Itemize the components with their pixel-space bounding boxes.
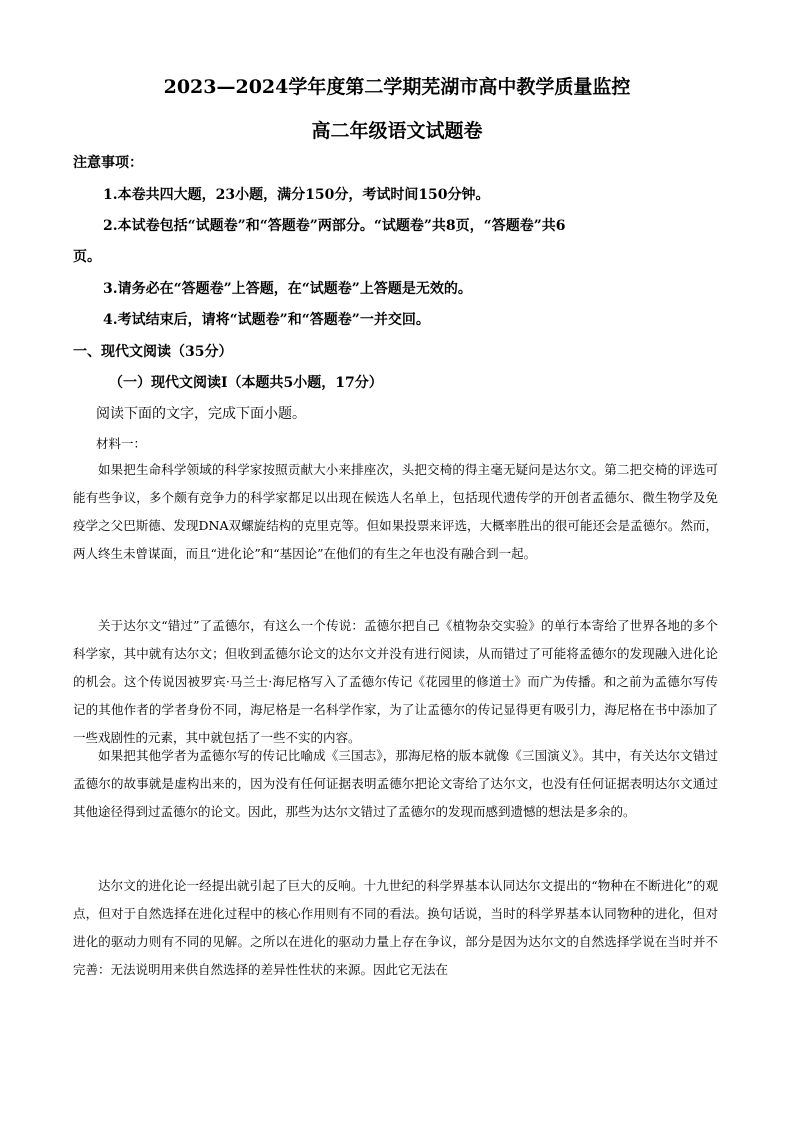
passage-paragraph: 如果把其他学者为孟德尔写的传记比喻成《三国志》，那海尼格的版本就像《三国演义》。其中，有关达尔文错过孟德尔的故事就是虚构出来的，因为没有任何证据表明孟德尔把论文寄给了达尔文，也没有任何证据表明达尔文通过其他途径得到过孟德尔的论文。因此，那些为达尔文错过了孟德尔的发现而感到遗憾的想法是多余的。 — [73, 748, 718, 819]
passage-paragraph: 关于达尔文“错过”了孟德尔，有这么一个传说：孟德尔把自己《植物杂交实验》的单行本寄给了世界各地的多个科学家，其中就有达尔文；但收到孟德尔论文的达尔文并没有进行阅读，从而错过了可能将孟德尔的发现融入进化论的机会。这个传说因被罗宾·马兰士·海尼格写入了孟德尔传记《花园里的修道士》而广为传播。和之前为孟德尔写传记的其他作者的学者身份不同，海尼格是一名科学作家，为了让孟德尔的传记显得更有吸引力，海尼格在书中添加了一些戏剧性的元素，其中就包括了一些不实的内容。 — [73, 618, 718, 745]
notice-item-1: 1.本卷共四大题，23小题，满分150分，考试时间150分钟。 — [103, 187, 490, 203]
material-label: 材料一： — [96, 436, 147, 451]
notice-item-3: 3.请务必在“答题卷”上答题，在“试题卷”上答题是无效的。 — [103, 281, 472, 297]
exam-title: 2023—2024学年度第二学期芜湖市高中教学质量监控 — [163, 76, 631, 98]
section-title: 一、现代文阅读（35分） — [73, 344, 233, 360]
subsection-title: （一）现代文阅读Ⅰ（本题共5小题，17分） — [109, 375, 383, 391]
notice-item-2-continued: 页。 — [73, 249, 101, 265]
passage-paragraph: 如果把生命科学领域的科学家按照贡献大小来排座次，头把交椅的得主毫无疑问是达尔文。第二把交椅的评选可能有些争议，多个颇有竞争力的科学家都足以出现在候选人名单上，包括现代遗传学的开创者孟德尔、微生物学及免疫学之父巴斯德、发现DNA双螺旋结构的克里克等。但如果投票来评选，大概率胜出的很可能还会是孟德尔。然而，两人终生未曾谋面，而且“进化论”和“基因论”在他们的有生之年也没有融合到一起。 — [73, 462, 718, 561]
notice-item-4: 4.考试结束后，请将“试题卷”和“答题卷”一并交回。 — [103, 312, 430, 328]
notice-heading: 注意事项： — [73, 155, 143, 171]
reading-instruction: 阅读下面的文字，完成下面小题。 — [96, 406, 306, 422]
notice-item-2: 2.本试卷包括“试题卷”和“答题卷”两部分。“试题卷”共8页，“答题卷”共6 — [103, 218, 566, 234]
passage-paragraph: 达尔文的进化论一经提出就引起了巨大的反响。十九世纪的科学界基本认同达尔文提出的“物种在不断进化”的观点，但对于自然选择在进化过程中的核心作用则有不同的看法。换句话说，当时的科学界基本认同物种的进化，但对进化的驱动力则有不同的见解。之所以在进化的驱动力量上存在争议，部分是因为达尔文的自然选择学说在当时并不完善：无法说明用来供自然选择的差异性性状的来源。因此它无法在 — [73, 878, 718, 977]
exam-subtitle: 高二年级语文试题卷 — [311, 120, 483, 142]
